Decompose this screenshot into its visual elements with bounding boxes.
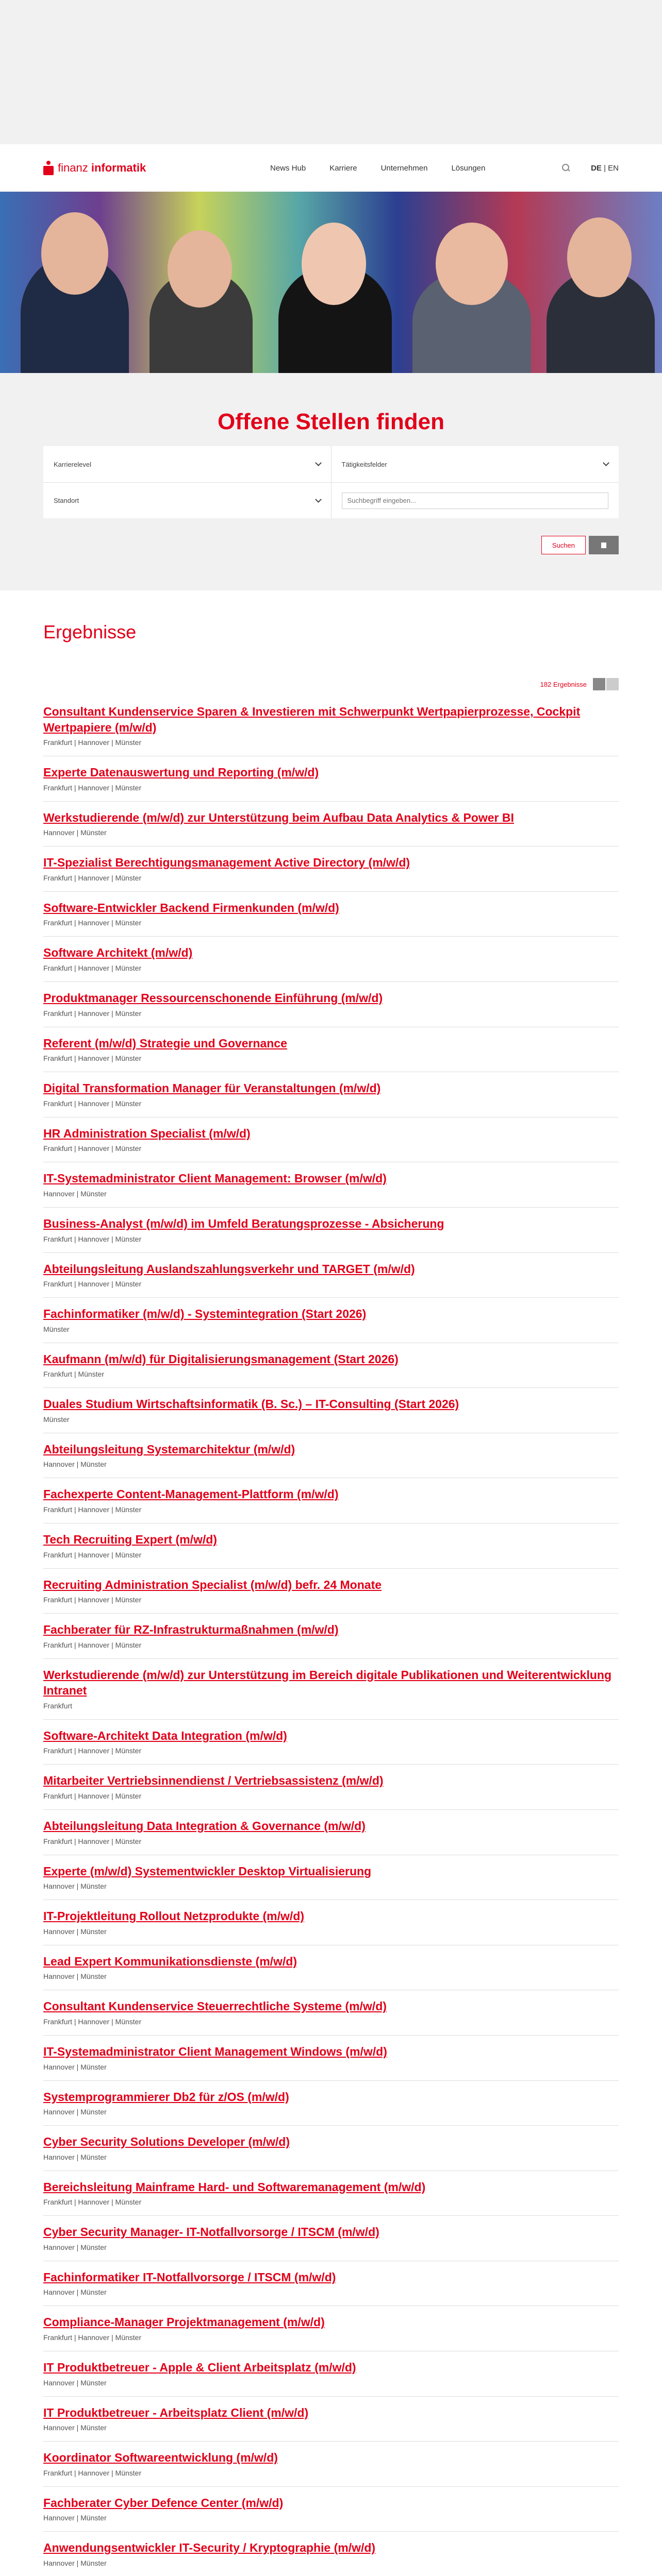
filter-row-1 [43, 446, 619, 482]
job-list-item [43, 696, 619, 756]
job-location: Hannover | Münster [43, 2424, 107, 2432]
lang-de[interactable]: DE [591, 163, 602, 173]
job-location: Frankfurt | Hannover | Münster [43, 964, 142, 973]
sparkasse-logo-icon [43, 161, 54, 175]
job-location: Hannover | Münster [43, 2558, 107, 2567]
job-list-item [43, 1900, 619, 1945]
job-title-link[interactable]: IT-Spezialist Berechtigungsmanagement Active Directory (m/w/d) [43, 856, 410, 870]
field-of-activity-label: Tätigkeitsfelder [341, 460, 387, 468]
job-location: Frankfurt | Hannover | Münster [43, 1234, 142, 1243]
job-list-item [43, 1990, 619, 2036]
job-list-item [43, 1433, 619, 1479]
search-icon[interactable] [562, 164, 570, 172]
job-title-link[interactable]: IT-Systemadministrator Client Management Windows (m/w/d) [43, 2044, 387, 2058]
job-list-item [43, 1162, 619, 1208]
job-location: Frankfurt | Hannover | Münster [43, 873, 142, 882]
career-level-label: Karrierelevel [54, 460, 91, 468]
job-location: Frankfurt | Hannover | Münster [43, 2017, 142, 2026]
job-list-item [43, 1343, 619, 1388]
search-input[interactable] [342, 493, 609, 509]
nav-unternehmen[interactable]: Unternehmen [380, 163, 428, 173]
search-button[interactable]: Suchen [541, 536, 586, 554]
job-list-item [43, 1659, 619, 1720]
results-meta [43, 678, 619, 690]
job-list-item [43, 2126, 619, 2171]
job-location: Hannover | Münster [43, 2108, 107, 2116]
job-location: Frankfurt | Hannover | Münster [43, 1792, 142, 1801]
job-list-item [43, 1810, 619, 1855]
job-title-link[interactable]: Abteilungsleitung Data Integration & Governance (m/w/d) [43, 1819, 366, 1833]
job-list-item [43, 1720, 619, 1765]
job-list-item [43, 2397, 619, 2442]
location-select[interactable] [43, 483, 331, 518]
hero-face-3 [302, 223, 366, 305]
job-location: Frankfurt [43, 1701, 73, 1710]
location-label: Standort [54, 497, 79, 504]
job-title-link[interactable]: Abteilungsleitung Auslandszahlungsverkehr und TARGET (m/w/d) [43, 1262, 415, 1276]
job-list-item [43, 2351, 619, 2397]
job-list-item [43, 1523, 619, 1569]
search-term-cell [331, 483, 619, 518]
job-list-item [43, 756, 619, 802]
job-title-link[interactable]: Compliance-Manager Projektmanagement (m/w/d) [43, 2315, 325, 2329]
job-location: Hannover | Münster [43, 828, 107, 837]
career-level-select[interactable] [43, 446, 331, 482]
language-switch [591, 164, 619, 173]
job-location: Hannover | Münster [43, 2062, 107, 2071]
job-list [43, 696, 619, 2576]
job-title-link[interactable]: Lead Expert Kommunikationsdienste (m/w/d) [43, 1954, 297, 1968]
job-list-item [43, 892, 619, 937]
reset-filter-button[interactable] [589, 536, 619, 554]
job-list-item [43, 1478, 619, 1523]
job-title-link[interactable]: Produktmanager Ressourcenschonende Einführung (m/w/d) [43, 991, 383, 1005]
filter-title: Offene Stellen finden [217, 409, 445, 434]
job-title-link[interactable]: Werkstudierende (m/w/d) zur Unterstützung im Bereich digitale Publikationen und Weiterentwicklung Intranet [43, 1668, 612, 1698]
job-location: Hannover | Münster [43, 2153, 107, 2161]
job-list-item [43, 2081, 619, 2126]
job-list-item [43, 937, 619, 982]
job-title-link[interactable]: Consultant Kundenservice Sparen & Investieren mit Schwerpunkt Wertpapierprozesse, Cockpit Wertpapiere (m/w/d) [43, 705, 581, 734]
job-location: Hannover | Münster [43, 2243, 107, 2251]
job-list-item [43, 1117, 619, 1163]
hero-face-2 [168, 230, 232, 308]
job-location: Frankfurt | Hannover | Münster [43, 1640, 142, 1649]
job-filter-section [0, 373, 662, 590]
job-location: Frankfurt | Hannover | Münster [43, 1009, 142, 1018]
job-list-item [43, 1298, 619, 1343]
job-title-link[interactable]: Consultant Kundenservice Steuerrechtliche Systeme (m/w/d) [43, 1999, 387, 2013]
hero-face-5 [567, 217, 632, 297]
job-title-link[interactable]: Business-Analyst (m/w/d) im Umfeld Beratungsprozesse - Absicherung [43, 1216, 444, 1230]
job-location: Frankfurt | Hannover | Münster [43, 1054, 142, 1063]
job-list-item [43, 2532, 619, 2576]
job-location: Frankfurt | Hannover | Münster [43, 2333, 142, 2342]
job-title-link[interactable]: Software-Entwickler Backend Firmenkunden (m/w/d) [43, 901, 339, 914]
job-list-item [43, 1027, 619, 1073]
job-location: Frankfurt | Hannover | Münster [43, 1144, 142, 1153]
job-location: Hannover | Münster [43, 1460, 107, 1469]
chevron-down-icon [315, 460, 322, 466]
job-location: Frankfurt | Hannover | Münster [43, 1550, 142, 1559]
job-location: Frankfurt | Hannover | Münster [43, 2468, 142, 2477]
job-title-link[interactable]: Cyber Security Solutions Developer (m/w/d) [43, 2135, 290, 2149]
job-title-link[interactable]: HR Administration Specialist (m/w/d) [43, 1126, 251, 1140]
top-spacer [0, 0, 662, 144]
site-header [0, 144, 662, 192]
job-location: Hannover | Münster [43, 1972, 107, 1981]
job-title-link[interactable]: Experte Datenauswertung und Reporting (m/w/d) [43, 766, 319, 779]
header-tools [562, 164, 619, 173]
lang-separator: | [604, 163, 606, 173]
job-title-link[interactable]: Mitarbeiter Vertriebsinnendienst / Vertriebsassistenz (m/w/d) [43, 1774, 384, 1788]
job-title-link[interactable]: Software-Architekt Data Integration (m/w/d) [43, 1728, 287, 1742]
job-location: Hannover | Münster [43, 1882, 107, 1891]
job-title-link[interactable]: Abteilungsleitung Systemarchitektur (m/w/d) [43, 1442, 295, 1456]
job-title-link[interactable]: Systemprogrammierer Db2 für z/OS (m/w/d) [43, 2090, 289, 2104]
job-list-item [43, 2487, 619, 2532]
grid-view-icon[interactable] [606, 678, 619, 690]
job-list-item [43, 2216, 619, 2261]
job-location: Frankfurt | Münster [43, 1370, 105, 1379]
hero-face-4 [436, 223, 508, 305]
job-title-link[interactable]: Fachinformatiker IT-Notfallvorsorge / ITSCM (m/w/d) [43, 2270, 336, 2284]
job-title-link[interactable]: Software Architekt (m/w/d) [43, 946, 193, 960]
job-list-item [43, 1072, 619, 1117]
field-of-activity-select[interactable] [331, 446, 619, 482]
job-title-link[interactable]: Fachberater für RZ-Infrastrukturmaßnahmen (m/w/d) [43, 1623, 339, 1637]
results-count: 182 Ergebnisse [540, 680, 587, 688]
hero-image [0, 192, 662, 373]
job-location: Hannover | Münster [43, 2288, 107, 2297]
job-title-link[interactable]: Fachinformatiker (m/w/d) - Systemintegration (Start 2026) [43, 1307, 367, 1321]
job-location: Frankfurt | Hannover | Münster [43, 738, 142, 747]
lang-en[interactable]: EN [608, 163, 619, 173]
job-title-link[interactable]: IT-Systemadministrator Client Management: Browser (m/w/d) [43, 1172, 387, 1185]
job-title-link[interactable]: Digital Transformation Manager für Veranstaltungen (m/w/d) [43, 1081, 381, 1095]
job-title-link[interactable]: Duales Studium Wirtschaftsinformatik (B. Sc.) – IT-Consulting (Start 2026) [43, 1397, 459, 1411]
job-list-item [43, 2442, 619, 2487]
job-list-item [43, 2171, 619, 2216]
job-list-item [43, 1855, 619, 1901]
job-title-link[interactable]: Fachexperte Content-Management-Plattform (m/w/d) [43, 1487, 339, 1501]
job-list-item [43, 846, 619, 892]
hero-face-1 [41, 212, 108, 295]
job-location: Frankfurt | Hannover | Münster [43, 1099, 142, 1108]
job-list-item [43, 1614, 619, 1659]
job-location: Frankfurt | Hannover | Münster [43, 919, 142, 927]
job-location: Frankfurt | Hannover | Münster [43, 2198, 142, 2207]
job-title-link[interactable]: Kaufmann (m/w/d) für Digitalisierungsmanagement (Start 2026) [43, 1352, 399, 1366]
job-list-item [43, 2306, 619, 2351]
job-location: Frankfurt | Hannover | Münster [43, 1596, 142, 1604]
job-title-link[interactable]: Referent (m/w/d) Strategie und Governance [43, 1036, 287, 1050]
job-location: Frankfurt | Hannover | Münster [43, 783, 142, 792]
nav-loesungen[interactable]: Lösungen [451, 163, 486, 173]
job-title-link[interactable]: IT Produktbetreuer - Apple & Client Arbeitsplatz (m/w/d) [43, 2360, 356, 2374]
job-list-item [43, 982, 619, 1027]
job-location: Frankfurt | Hannover | Münster [43, 1280, 142, 1289]
job-list-item [43, 1569, 619, 1614]
job-list-item [43, 1253, 619, 1298]
logo-text: finanz informatik [58, 161, 146, 174]
job-list-item [43, 802, 619, 847]
job-title-link[interactable]: IT-Projektleitung Rollout Netzprodukte (m/w/d) [43, 1909, 304, 1923]
job-list-item [43, 1945, 619, 1991]
job-location: Hannover | Münster [43, 1927, 107, 1936]
job-title-link[interactable]: Tech Recruiting Expert (m/w/d) [43, 1532, 217, 1546]
results-title: Ergebnisse [43, 621, 137, 642]
job-title-link[interactable]: Bereichsleitung Mainframe Hard- und Softwaremanagement (m/w/d) [43, 2180, 426, 2194]
job-list-item [43, 2036, 619, 2081]
job-list-item [43, 2261, 619, 2307]
job-location: Hannover | Münster [43, 2378, 107, 2387]
nav-news-hub[interactable]: News Hub [270, 163, 306, 173]
job-list-item [43, 1388, 619, 1433]
job-title-link[interactable]: Anwendungsentwickler IT-Security / Kryptographie (m/w/d) [43, 2541, 376, 2555]
job-location: Münster [43, 1415, 70, 1423]
job-title-link[interactable]: Fachberater Cyber Defence Center (m/w/d) [43, 2496, 284, 2510]
nav-karriere[interactable]: Karriere [329, 163, 357, 173]
logo[interactable] [43, 161, 198, 175]
job-location: Frankfurt | Hannover | Münster [43, 1747, 142, 1755]
chevron-down-icon [603, 460, 609, 466]
filter-row-2 [43, 482, 619, 518]
job-location: Hannover | Münster [43, 2514, 107, 2522]
job-location: Frankfurt | Hannover | Münster [43, 1837, 142, 1845]
job-location: Münster [43, 1325, 70, 1333]
view-switch [593, 678, 619, 690]
job-title-link[interactable]: Experte (m/w/d) Systementwickler Desktop Virtualisierung [43, 1864, 372, 1878]
job-title-link[interactable]: Werkstudierende (m/w/d) zur Unterstützung beim Aufbau Data Analytics & Power BI [43, 810, 514, 824]
job-list-item [43, 1765, 619, 1810]
job-location: Hannover | Münster [43, 1189, 107, 1198]
job-list-item [43, 1208, 619, 1253]
filter-actions [43, 536, 619, 554]
chevron-down-icon [315, 496, 322, 503]
main-nav [270, 164, 485, 173]
job-title-link[interactable]: Koordinator Softwareentwicklung (m/w/d) [43, 2451, 278, 2465]
list-view-icon[interactable] [593, 678, 605, 690]
job-title-link[interactable]: IT Produktbetreuer - Arbeitsplatz Client (m/w/d) [43, 2405, 309, 2419]
job-title-link[interactable]: Recruiting Administration Specialist (m/w/d) befr. 24 Monate [43, 1578, 382, 1591]
job-title-link[interactable]: Cyber Security Manager- IT-Notfallvorsorge / ITSCM (m/w/d) [43, 2225, 379, 2239]
job-location: Frankfurt | Hannover | Münster [43, 1505, 142, 1514]
results-section [0, 590, 662, 2576]
